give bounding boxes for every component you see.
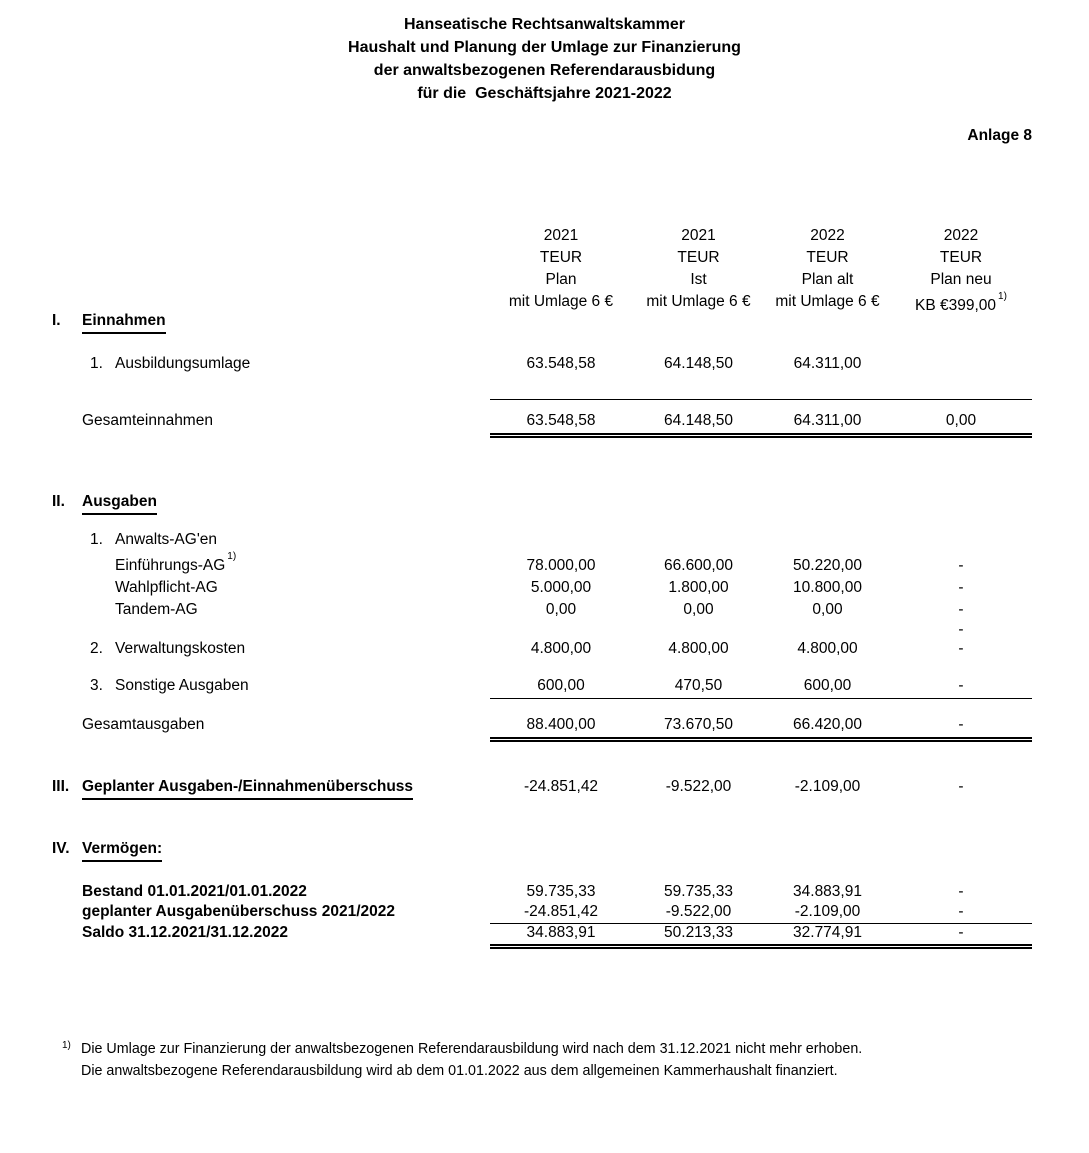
value-cell-ist-2021: 4.800,00 xyxy=(668,640,729,658)
row-label-cell xyxy=(50,599,490,621)
row-label-cell xyxy=(50,714,490,736)
value-cell-plan-2021: 600,00 xyxy=(537,677,585,695)
table-row xyxy=(50,310,1032,334)
value-cell-plan-alt-2022: 64.311,00 xyxy=(793,412,862,429)
row-values xyxy=(490,675,1032,699)
value-cell-plan-neu-2022: - xyxy=(958,601,964,619)
value-cell-plan-alt-2022: -2.109,00 xyxy=(794,903,861,921)
value-cell-ist-2021: 1.800,00 xyxy=(668,579,729,597)
row-label-cell xyxy=(50,310,490,334)
value-cell-plan-neu-2022: - xyxy=(958,716,964,734)
column-header-note-text: mit Umlage 6 € xyxy=(646,293,751,310)
value-cell-plan-neu-2022: - xyxy=(958,579,964,597)
value-cell-plan-neu-2022: - xyxy=(958,557,964,575)
annex-label: Anlage 8 xyxy=(967,127,1032,144)
row-values xyxy=(490,555,1032,577)
row-values xyxy=(490,577,1032,599)
table-row xyxy=(50,577,1032,599)
row-label-cell xyxy=(50,838,490,862)
value-cell-plan-alt-2022: 66.420,00 xyxy=(793,716,862,734)
table-row xyxy=(50,902,1032,924)
value-cell-plan-2021: -24.851,42 xyxy=(523,903,599,921)
table-row xyxy=(50,551,1032,577)
value-cell-plan-2021: 88.400,00 xyxy=(526,716,596,734)
row-label-cell xyxy=(50,776,490,800)
row-number: 1. xyxy=(90,531,103,548)
row-number: 1. xyxy=(90,355,103,372)
column-header-unit: TEUR xyxy=(539,249,583,266)
value-cell-plan-neu-2022: 0,00 xyxy=(945,412,977,429)
value-cell-plan-neu-2022: - xyxy=(958,640,964,658)
row-number: III. xyxy=(52,778,70,796)
row-label: Saldo 31.12.2021/31.12.2022 xyxy=(82,924,288,942)
table-body xyxy=(50,310,1032,949)
footnote-ref-icon: 1) xyxy=(227,551,237,562)
value-cell-plan-neu-2022 xyxy=(890,353,1032,375)
row-values xyxy=(490,638,1032,660)
row-label: Ausgaben xyxy=(82,491,157,515)
column-header-variant: Plan alt xyxy=(801,271,854,288)
value-cell-plan-2021: 63.548,58 xyxy=(526,355,596,372)
row-label: Verwaltungskosten xyxy=(115,640,246,658)
row-label: Anwalts-AG'en xyxy=(115,531,218,548)
value-cell-plan-neu-2022: - xyxy=(958,621,964,639)
value-cell-plan-2021: 78.000,00 xyxy=(526,557,596,575)
row-number: IV. xyxy=(52,840,70,858)
row-label-cell xyxy=(50,923,490,943)
table-row xyxy=(50,529,1032,551)
row-label: Gesamteinnahmen xyxy=(82,412,213,429)
table-row xyxy=(50,599,1032,621)
row-label: Bestand 01.01.2021/01.01.2022 xyxy=(82,883,307,901)
value-cell-plan-neu-2022: - xyxy=(958,924,964,942)
row-label-cell xyxy=(50,353,490,375)
value-cell-plan-alt-2022: 4.800,00 xyxy=(797,640,858,658)
value-cell-plan-alt-2022: 600,00 xyxy=(803,677,852,695)
table-row xyxy=(50,353,1032,375)
column-header xyxy=(890,225,1032,317)
value-cell-plan-alt-2022: 0,00 xyxy=(812,601,843,619)
row-label: Tandem-AG xyxy=(115,601,198,619)
value-cell-ist-2021: 73.670,50 xyxy=(664,716,733,734)
value-cell-plan-2021: 59.735,33 xyxy=(526,883,596,901)
value-cell-plan-2021: 5.000,00 xyxy=(530,579,592,597)
table-row xyxy=(50,491,1032,515)
column-header-variant: Plan neu xyxy=(930,271,992,288)
row-label-cell xyxy=(50,675,490,697)
table-row xyxy=(50,776,1032,800)
value-cell-ist-2021: -9.522,00 xyxy=(665,903,732,921)
row-label-cell xyxy=(50,410,490,432)
value-cell-plan-2021: 34.883,91 xyxy=(526,924,596,942)
value-cell-plan-2021: 4.800,00 xyxy=(530,640,592,658)
value-cell-plan-neu-2022: - xyxy=(958,883,964,901)
table-row xyxy=(50,675,1032,699)
row-values xyxy=(490,776,1032,798)
value-cell-ist-2021: 66.600,00 xyxy=(664,557,733,575)
table-row xyxy=(50,714,1032,742)
value-cell-ist-2021: 64.148,50 xyxy=(664,412,733,429)
row-label-cell xyxy=(50,551,490,577)
table-row xyxy=(50,882,1032,902)
row-label-cell xyxy=(50,529,490,551)
row-label-cell xyxy=(50,882,490,902)
value-cell-plan-2021: 0,00 xyxy=(545,601,577,619)
row-values xyxy=(490,714,1032,742)
row-label: Einnahmen xyxy=(82,310,166,334)
table-column-headers xyxy=(490,225,1032,317)
column-header xyxy=(632,225,765,317)
footnote-ref-icon: 1) xyxy=(998,291,1007,302)
footnote-line-2: Die anwaltsbezogene Referendarausbildung wird ab dem 01.01.2022 aus dem allgemeinen Kammerhaushalt finanziert. xyxy=(81,1063,838,1079)
column-header xyxy=(490,225,632,317)
row-values xyxy=(490,882,1032,902)
table-row xyxy=(50,923,1032,949)
row-values xyxy=(490,923,1032,949)
value-cell-ist-2021: 0,00 xyxy=(683,601,714,619)
table-row xyxy=(50,838,1032,862)
value-cell-ist-2021: 64.148,50 xyxy=(664,355,733,372)
row-number: 3. xyxy=(90,677,103,695)
row-label: Wahlpflicht-AG xyxy=(115,579,218,597)
title-line-2: Haushalt und Planung der Umlage zur Finanzierung xyxy=(348,39,741,56)
row-label: geplanter Ausgabenüberschuss 2021/2022 xyxy=(82,903,396,921)
title-line-3: der anwaltsbezogenen Referendarausbidung xyxy=(373,62,716,79)
value-cell-plan-alt-2022: 32.774,91 xyxy=(793,924,862,942)
column-header xyxy=(765,225,890,317)
row-number: II. xyxy=(52,493,65,510)
column-header-note-text: mit Umlage 6 € xyxy=(508,293,614,310)
value-cell-plan-alt-2022: -2.109,00 xyxy=(794,778,861,796)
column-header-unit: TEUR xyxy=(806,249,849,266)
row-label-cell xyxy=(50,491,490,515)
row-label: Ausbildungsumlage xyxy=(115,355,251,372)
footnote-text xyxy=(81,1038,862,1082)
value-cell-plan-alt-2022: 10.800,00 xyxy=(793,579,862,597)
row-number: 2. xyxy=(90,640,103,658)
value-cell-plan-alt-2022: 64.311,00 xyxy=(793,355,862,372)
column-header-year: 2022 xyxy=(810,227,845,244)
row-label-cell xyxy=(50,638,490,660)
document-title xyxy=(0,13,1089,105)
column-header-variant: Plan xyxy=(545,271,577,288)
title-line-1: Hanseatische Rechtsanwaltskammer xyxy=(403,16,686,33)
value-cell-plan-2021: -24.851,42 xyxy=(523,778,599,796)
footnote-marker: 1) xyxy=(62,1040,71,1051)
column-header-note-text: KB €399,00 xyxy=(915,297,997,315)
value-cell-ist-2021: -9.522,00 xyxy=(665,778,732,796)
row-number: I. xyxy=(52,312,61,329)
value-cell-plan-neu-2022: - xyxy=(958,677,964,695)
row-label: Einführungs-AG xyxy=(115,557,226,575)
row-label: Gesamtausgaben xyxy=(82,716,205,734)
value-cell-ist-2021: 470,50 xyxy=(674,677,723,695)
column-header-year: 2022 xyxy=(943,227,979,244)
value-cell-plan-alt-2022: 34.883,91 xyxy=(793,883,862,901)
value-cell-plan-alt-2022: 50.220,00 xyxy=(793,557,862,575)
row-label: Geplanter Ausgaben-/Einnahmenüberschuss xyxy=(82,776,413,800)
row-values xyxy=(490,902,1032,924)
row-label-cell xyxy=(50,902,490,922)
value-cell-plan-neu-2022: - xyxy=(958,778,964,796)
column-header-unit: TEUR xyxy=(677,249,720,266)
value-cell-plan-neu-2022: - xyxy=(958,903,964,921)
column-header-note-text: mit Umlage 6 € xyxy=(775,293,880,310)
title-line-4: für die Geschäftsjahre 2021-2022 xyxy=(417,85,672,102)
table-row xyxy=(50,399,1032,438)
table-row xyxy=(50,638,1032,660)
footnote xyxy=(62,1038,862,1082)
value-cell-ist-2021: 59.735,33 xyxy=(664,883,733,901)
value-cell-ist-2021: 50.213,33 xyxy=(664,924,733,942)
column-header-year: 2021 xyxy=(543,227,579,244)
row-label: Vermögen: xyxy=(82,838,162,862)
column-header-variant: Ist xyxy=(690,271,707,288)
row-values xyxy=(490,399,1032,438)
footnote-line-1: Die Umlage zur Finanzierung der anwaltsbezogenen Referendarausbildung wird nach dem 31.12.2021 nicht mehr erhoben. xyxy=(81,1041,863,1057)
column-header-year: 2021 xyxy=(681,227,716,244)
value-cell-plan-2021: 63.548,58 xyxy=(526,412,596,429)
column-header-unit: TEUR xyxy=(939,249,983,266)
row-values xyxy=(490,599,1032,621)
row-label-cell xyxy=(50,577,490,599)
row-values xyxy=(490,353,1032,375)
row-label: Sonstige Ausgaben xyxy=(115,677,249,695)
